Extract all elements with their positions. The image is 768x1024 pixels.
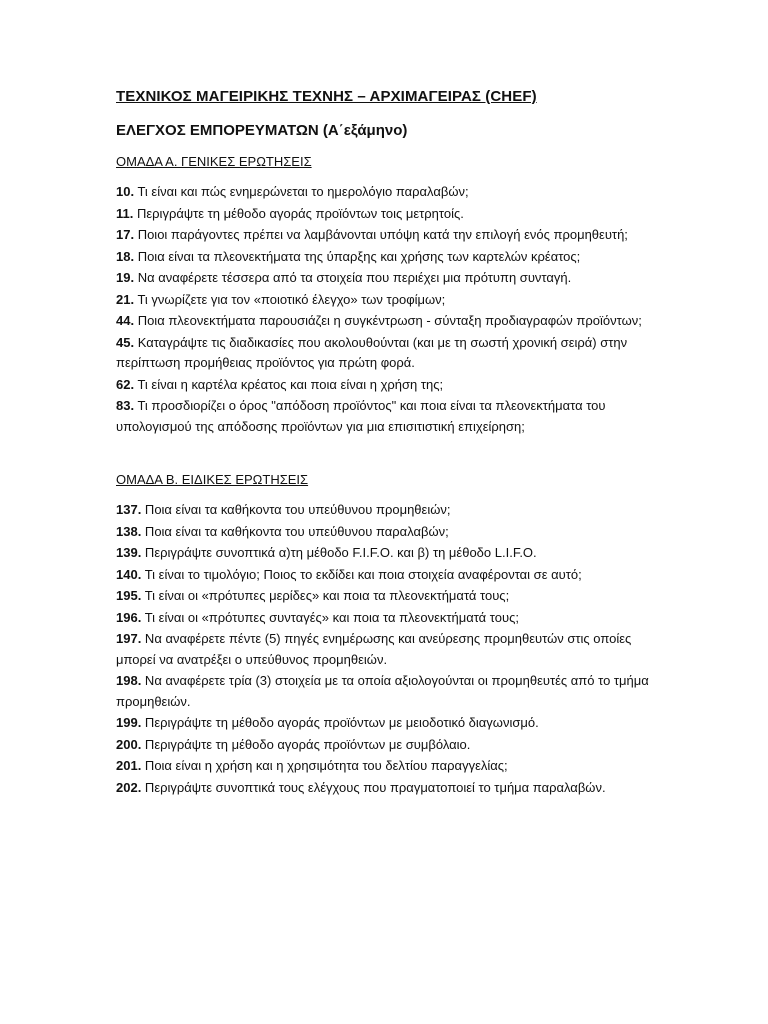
- question-item: [116, 290, 658, 311]
- question-text: Τι είναι και πώς ενημερώνεται το ημερολόγιο παραλαβών;: [134, 184, 469, 199]
- question-item: [116, 182, 658, 203]
- question-number: 202.: [116, 779, 142, 795]
- question-text: Τι προσδιορίζει ο όρος "απόδοση προϊόντος" και ποια είναι τα πλεονεκτήματα του υπολογισμού της απόδοσης προϊόντων για μια επισιτιστική επιχείρηση;: [116, 398, 606, 434]
- question-text: Περιγράψτε συνοπτικά τους ελέγχους που πραγματοποιεί το τμήμα παραλαβών.: [141, 779, 606, 795]
- question-item: [116, 268, 658, 289]
- question-item: [116, 500, 658, 521]
- question-text: Να αναφέρετε πέντε (5) πηγές ενημέρωσης και ανεύρεσης προμηθευτών στις οποίες μπορεί να ανατρέξει ο υπεύθυνος προμηθειών.: [116, 631, 632, 667]
- question-item: [116, 247, 658, 268]
- question-number: 200.: [116, 736, 142, 752]
- question-text: Τι είναι οι «πρότυπες συνταγές» και ποια τα πλεονεκτήματά τους;: [141, 609, 519, 625]
- question-number: 199.: [116, 715, 142, 730]
- question-list: [116, 182, 658, 437]
- question-number: 83.: [116, 398, 135, 413]
- question-number: 201.: [116, 758, 142, 773]
- question-text: Ποιοι παράγοντες πρέπει να λαμβάνονται υπόψη κατά την επιλογή ενός προμηθευτή;: [134, 227, 628, 242]
- question-text: Περιγράψτε συνοπτικά α)τη μέθοδο F.I.F.O. και β) τη μέθοδο L.I.F.O.: [141, 545, 537, 560]
- question-text: Να αναφέρετε τρία (3) στοιχεία με τα οποία αξιολογούνται οι προμηθευτές από το τμήμα προμηθειών.: [116, 673, 649, 709]
- question-groups: [116, 154, 658, 798]
- question-text: Τι είναι η καρτέλα κρέατος και ποια είναι η χρήση της;: [134, 376, 444, 392]
- document-title: ΤΕΧΝΙΚΟΣ ΜΑΓΕΙΡΙΚΗΣ ΤΕΧΝΗΣ – ΑΡΧΙΜΑΓΕΙΡΑΣ (CHEF): [116, 88, 537, 105]
- question-text: Ποια πλεονεκτήματα παρουσιάζει η συγκέντρωση - σύνταξη προδιαγραφών προϊόντων;: [134, 313, 642, 328]
- question-item: [116, 629, 658, 670]
- question-number: 44.: [116, 313, 135, 328]
- question-item: [116, 333, 658, 374]
- section-heading: ΟΜΑΔΑ Β. ΕΙΔΙΚΕΣ ΕΡΩΤΗΣΕΙΣ: [116, 472, 309, 487]
- question-text: Να αναφέρετε τέσσερα από τα στοιχεία που περιέχει μια πρότυπη συνταγή.: [134, 270, 572, 285]
- question-group: [116, 472, 658, 798]
- question-number: 19.: [116, 270, 135, 285]
- group-spacer: [116, 438, 658, 472]
- question-text: Ποια είναι τα πλεονεκτήματα της ύπαρξης και χρήσης των καρτελών κρέατος;: [134, 248, 581, 264]
- question-item: [116, 778, 658, 799]
- question-item: [116, 522, 658, 543]
- question-number: 139.: [116, 545, 142, 560]
- question-item: [116, 543, 658, 564]
- question-number: 198.: [116, 673, 142, 688]
- question-number: 196.: [116, 609, 142, 625]
- question-text: Τι είναι οι «πρότυπες μερίδες» και ποια τα πλεονεκτήματά τους;: [141, 588, 510, 603]
- question-number: 197.: [116, 631, 142, 646]
- question-item: [116, 608, 658, 629]
- question-text: Ποια είναι τα καθήκοντα του υπεύθυνου παραλαβών;: [141, 523, 449, 539]
- question-number: 10.: [116, 184, 135, 199]
- question-number: 45.: [116, 334, 135, 350]
- question-item: [116, 311, 658, 332]
- question-number: 137.: [116, 502, 142, 517]
- question-number: 195.: [116, 588, 142, 603]
- question-item: [116, 671, 658, 712]
- question-number: 21.: [116, 291, 135, 307]
- question-item: [116, 565, 658, 586]
- question-number: 11.: [116, 205, 134, 221]
- question-number: 18.: [116, 248, 135, 264]
- question-text: Τι γνωρίζετε για τον «ποιοτικό έλεγχο» των τροφίμων;: [134, 291, 446, 307]
- question-text: Καταγράψτε τις διαδικασίες που ακολουθούνται (και με τη σωστή χρονική σειρά) στην περίπτωση προμήθειας προϊόντος για πρώτη φορά.: [116, 334, 628, 370]
- question-item: [116, 586, 658, 607]
- question-item: [116, 225, 658, 246]
- question-text: Περιγράψτε τη μέθοδο αγοράς προϊόντων με μειοδοτικό διαγωνισμό.: [141, 715, 539, 730]
- question-item: [116, 756, 658, 777]
- question-text: Ποια είναι τα καθήκοντα του υπεύθυνου προμηθειών;: [141, 502, 451, 517]
- question-item: [116, 713, 658, 734]
- question-text: Ποια είναι η χρήση και η χρησιμότητα του δελτίου παραγγελίας;: [141, 758, 508, 773]
- question-item: [116, 375, 658, 396]
- question-text: Τι είναι το τιμολόγιο; Ποιος το εκδίδει και ποια στοιχεία αναφέρονται σε αυτό;: [141, 566, 582, 582]
- question-number: 17.: [116, 227, 135, 242]
- question-text: Περιγράψτε τη μέθοδο αγοράς προϊόντων τοις μετρητοίς.: [133, 205, 464, 221]
- question-group: [116, 154, 658, 437]
- section-heading: ΟΜΑΔΑ Α. ΓΕΝΙΚΕΣ ΕΡΩΤΗΣΕΙΣ: [116, 154, 312, 169]
- document-subtitle: ΕΛΕΓΧΟΣ ΕΜΠΟΡΕΥΜΑΤΩΝ (Α΄εξάμηνο): [116, 122, 408, 139]
- question-item: [116, 735, 658, 756]
- question-item: [116, 204, 658, 225]
- question-number: 140.: [116, 566, 142, 582]
- question-text: Περιγράψτε τη μέθοδο αγοράς προϊόντων με συμβόλαιο.: [141, 736, 471, 752]
- question-item: [116, 396, 658, 437]
- question-number: 62.: [116, 376, 135, 392]
- question-list: [116, 500, 658, 798]
- question-number: 138.: [116, 523, 142, 539]
